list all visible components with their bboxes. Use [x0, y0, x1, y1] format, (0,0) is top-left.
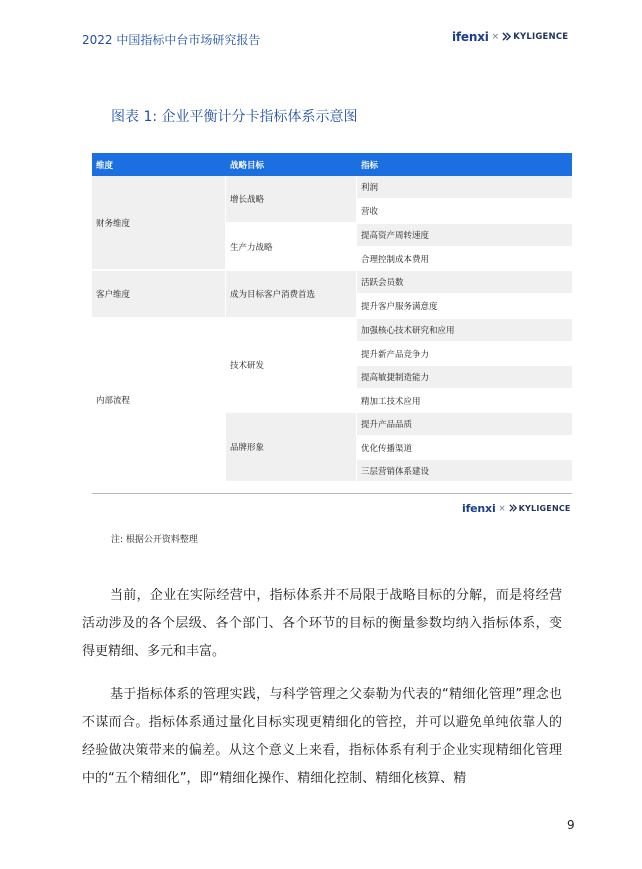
- goal-cell: 技术研发: [226, 319, 356, 411]
- table-header-indicator: 指标: [361, 160, 379, 171]
- indicator-cell: 提高敏捷制造能力: [357, 366, 572, 388]
- balanced-scorecard-table: [92, 153, 572, 481]
- logo-separator: ×: [491, 32, 500, 42]
- table-bottom-rule: [92, 493, 572, 494]
- header-title: 2022 中国指标中台市场研究报告: [82, 33, 261, 47]
- indicator-cell: 活跃会员数: [357, 271, 572, 293]
- indicator-cell: 三层营销体系建设: [357, 460, 572, 481]
- figure-note: 注: 根据公开资料整理: [111, 535, 198, 545]
- logo-kyligence-text: KYLIGENCE: [513, 32, 569, 42]
- logo-kyligence-text: KYLIGENCE: [518, 504, 571, 513]
- indicator-cell: 优化传播渠道: [357, 437, 572, 458]
- indicator-cell: 提升客户服务满意度: [357, 295, 572, 317]
- goal-cell: 品牌形象: [226, 413, 356, 481]
- figure-title: 图表 1: 企业平衡计分卡指标体系示意图: [111, 109, 358, 125]
- indicator-cell: 精加工技术应用: [357, 390, 572, 411]
- indicator-cell: 利润: [357, 176, 572, 198]
- table-logo: [462, 502, 571, 515]
- indicator-cell: 营收: [357, 200, 572, 222]
- indicator-cell: 加强核心技术研究和应用: [357, 319, 572, 341]
- page-number: 9: [567, 818, 575, 832]
- logo-ifenxi-text: ifenxi: [462, 502, 496, 515]
- logo-ifenxi-text: ifenxi: [452, 30, 489, 44]
- logo-separator: ×: [498, 503, 506, 514]
- kyligence-mark-icon: [509, 502, 517, 515]
- table-header-dimension: 维度: [96, 160, 114, 171]
- table-body: [92, 176, 572, 481]
- kyligence-mark-icon: [502, 30, 511, 44]
- indicator-cell: 合理控制成本费用: [357, 248, 572, 269]
- header-logo: [452, 30, 568, 44]
- dimension-cell: 客户维度: [92, 271, 225, 317]
- indicator-cell: 提升产品品质: [357, 413, 572, 435]
- body-paragraph: 当前，企业在实际经营中，指标体系并不局限于战略目标的分解，而是将经营活动涉及的各个层级、各个部门、各个环节的目标的衡量参数均纳入指标体系，变得更精细、多元和丰富。: [82, 588, 562, 659]
- goal-cell: 成为目标客户消费首选: [226, 271, 356, 317]
- body-paragraph: 基于指标体系的管理实践，与科学管理之父泰勒为代表的“精细化管理”理念也不谋而合。指标体系通过量化目标实现更精细化的管控，并可以避免单纯依靠人的经验做决策带来的偏差。从这个意义上来看，指标体系有利于企业实现精细化管理中的“五个精细化”，即“精细化操作、精细化控制、精细化核算、精: [82, 687, 562, 786]
- indicator-cell: 提升新产品竞争力: [357, 343, 572, 364]
- goal-cell: 增长战略: [226, 176, 356, 222]
- dimension-cell: 内部流程: [92, 319, 225, 481]
- goal-cell: 生产力战略: [226, 224, 356, 269]
- dimension-cell: 财务维度: [92, 176, 225, 269]
- indicator-cell: 提高资产周转速度: [357, 224, 572, 246]
- table-header-row: [92, 153, 572, 176]
- table-header-goal: 战略目标: [230, 160, 265, 171]
